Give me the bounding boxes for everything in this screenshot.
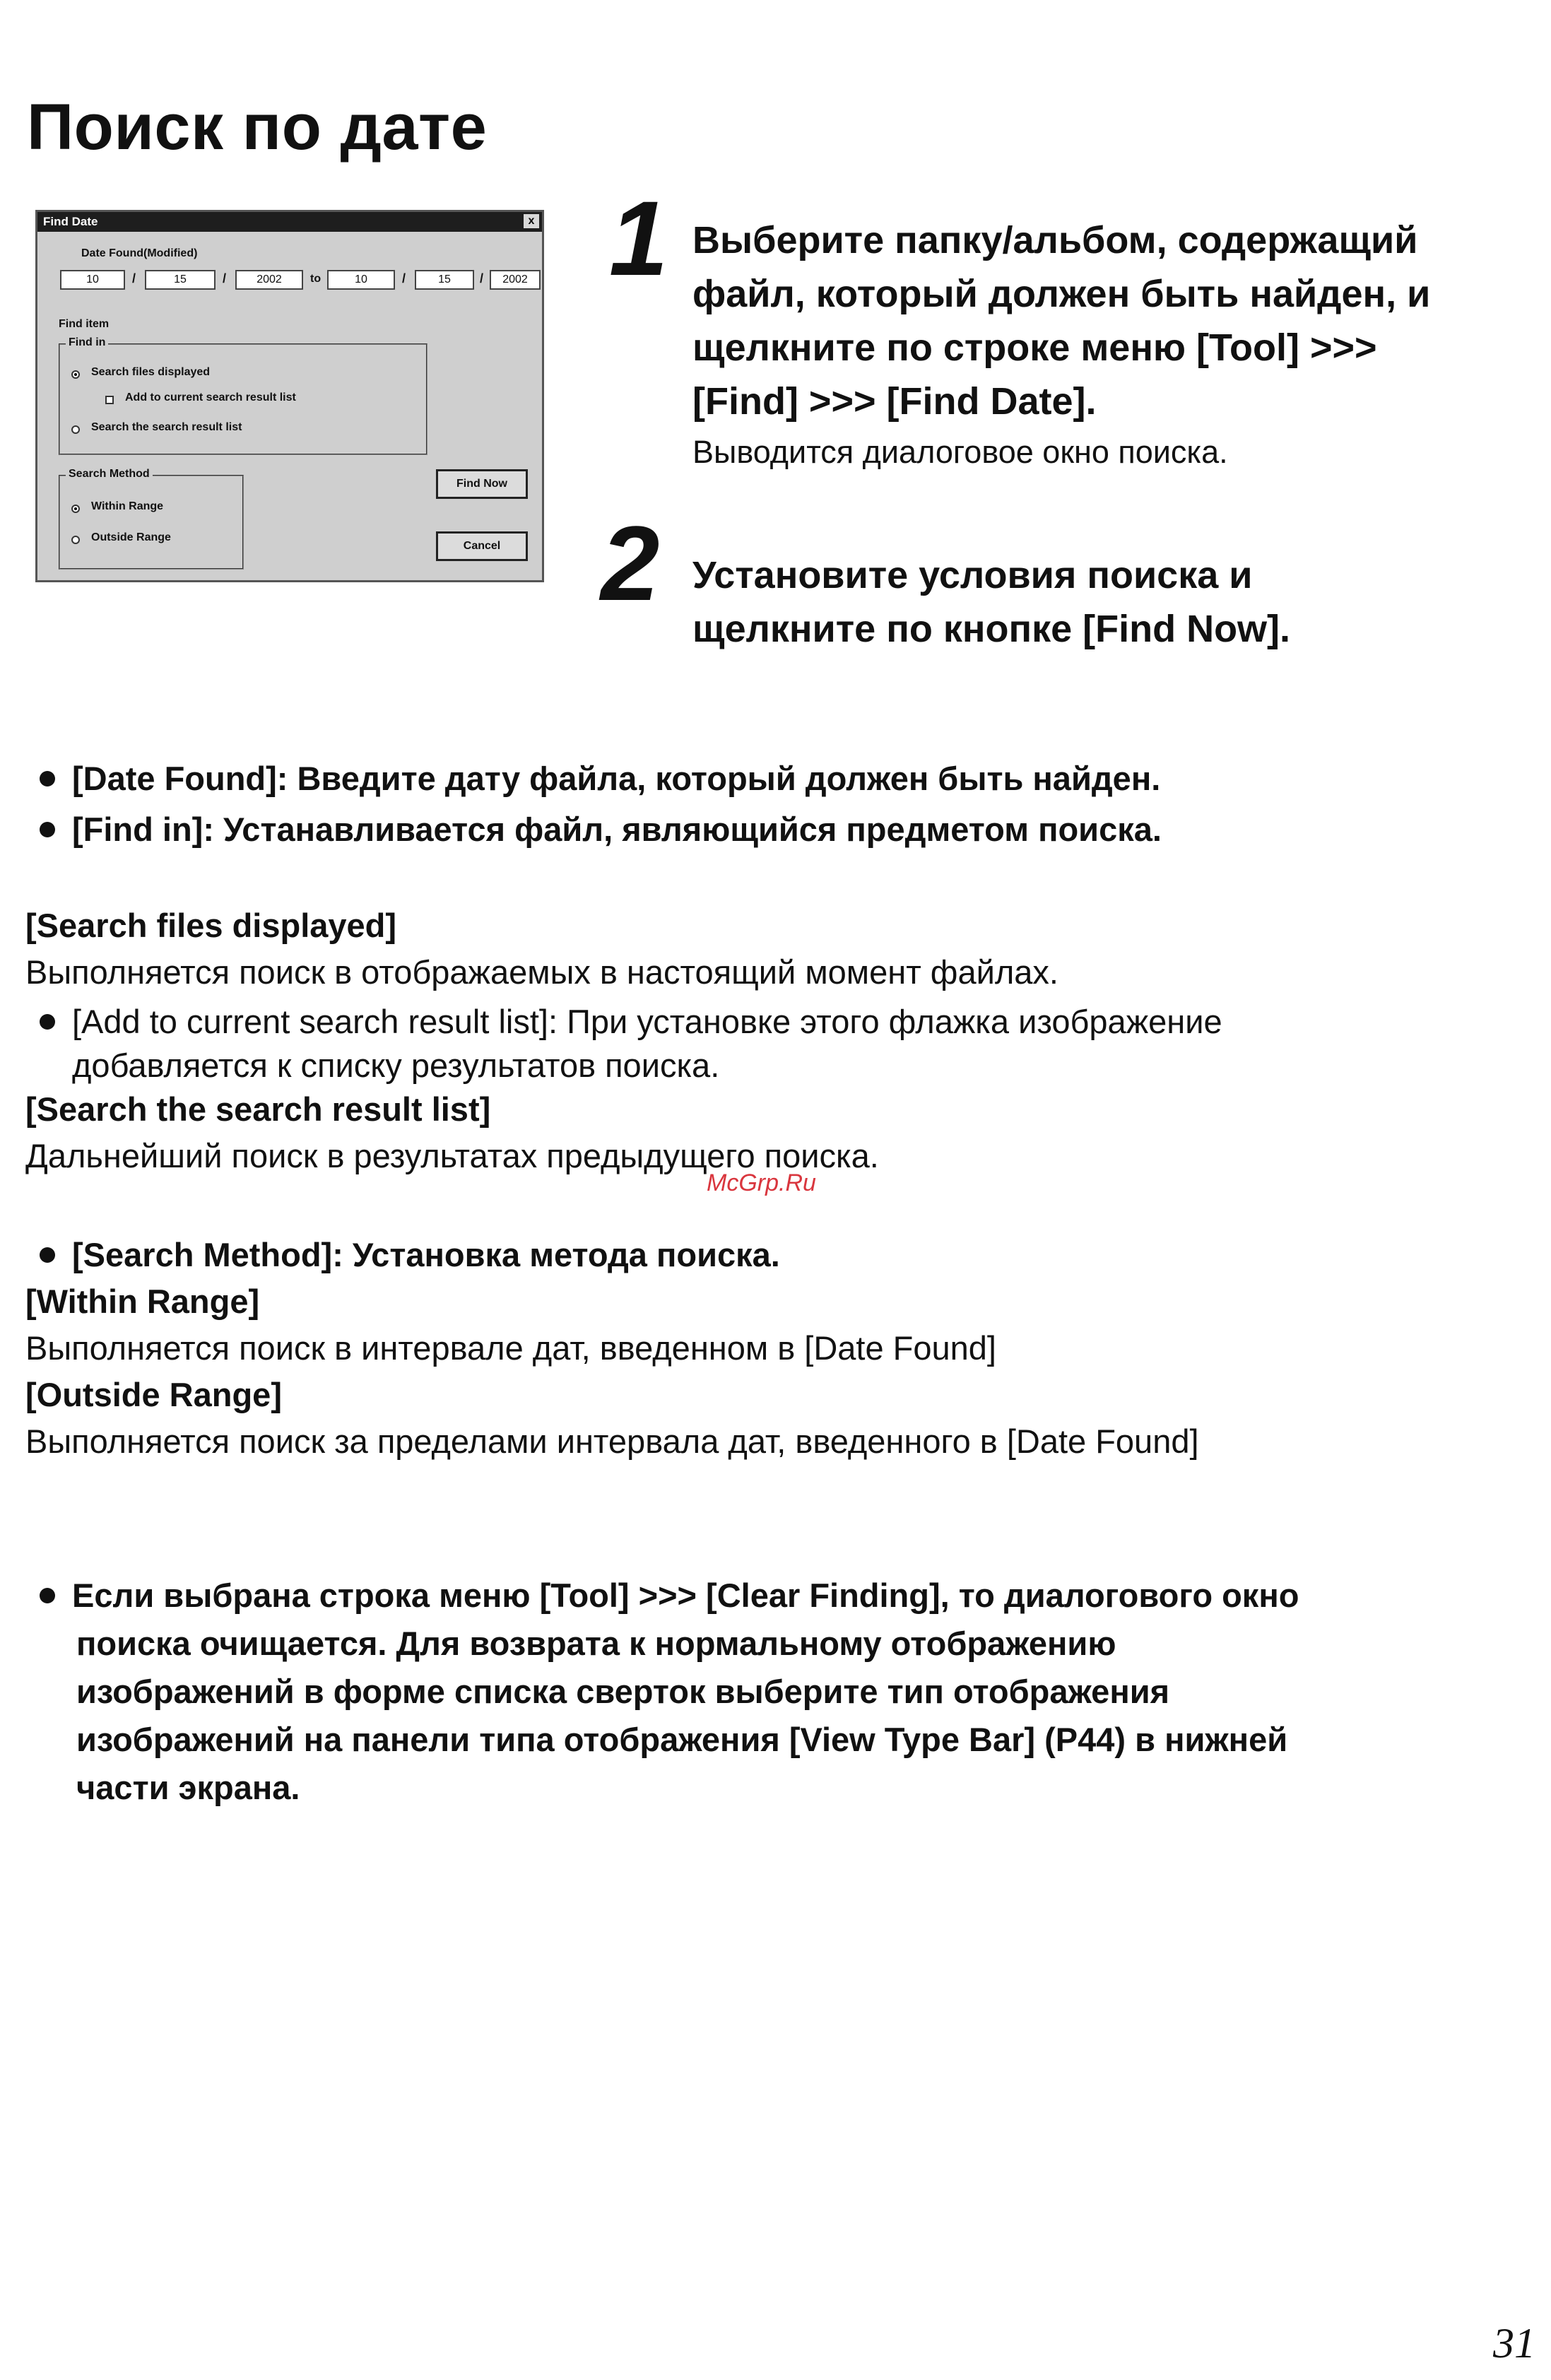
text-outside-range: Выполняется поиск за пределами интервала дат, введенного в [Date Found] [25,1422,1199,1460]
search-result-label: Search the search result list [91,421,242,433]
date-separator: / [402,271,406,285]
outside-range-radio[interactable] [71,536,80,544]
step-2-number: 2 [601,504,660,623]
dialog-title: Find Date [43,215,98,228]
search-method-label: Search Method [66,468,153,481]
date-separator: / [132,271,136,285]
page-number: 31 [1493,2320,1535,2367]
step-1-line: файл, который должен быть найден, и [692,273,1431,315]
bullet-icon [40,1247,55,1263]
bullet-icon [40,1014,55,1030]
step-1-line: [Find] >>> [Find Date]. [692,380,1097,423]
cancel-button[interactable]: Cancel [436,531,528,561]
heading-search-result: [Search the search result list] [25,1090,491,1128]
note-line: поиска очищается. Для возврата к нормальному отображению [76,1625,1116,1662]
date-separator: / [480,271,484,285]
bullet-find-in: [Find in]: Устанавливается файл, являющийся предметом поиска. [40,804,1162,855]
bullet-search-method: [Search Method]: Установка метода поиска. [40,1230,780,1280]
text-search-displayed: Выполняется поиск в отображаемых в настоящий момент файлах. [25,953,1058,991]
step-1-line: Выберите папку/альбом, содержащий [692,219,1418,261]
bullet-date-found: [Date Found]: Введите дату файла, который должен быть найден. [40,753,1160,804]
step-2-line: Установите условия поиска и [692,554,1253,596]
note-line: части экрана. [76,1769,300,1806]
search-displayed-label: Search files displayed [91,366,211,378]
watermark: McGrp.Ru [707,1170,816,1196]
text-add-to-list-cont: добавляется к списку результатов поиска. [72,1047,720,1084]
from-month-field[interactable]: 10 [60,270,125,290]
dialog-titlebar [37,212,542,232]
to-year-field[interactable]: 2002 [490,270,541,290]
date-found-label: Date Found(Modified) [81,247,198,259]
heading-within-range: [Within Range] [25,1283,260,1320]
search-result-radio[interactable] [71,425,80,434]
within-range-label: Within Range [91,500,164,512]
page-title: Поиск по дате [27,91,488,163]
step-1-line: щелкните по строке меню [Tool] >>> [692,326,1377,369]
text-search-result: Дальнейший поиск в результатах предыдущего поиска. [25,1137,879,1174]
step-2-line: щелкните по кнопке [Find Now]. [692,608,1291,650]
bullet-icon [40,822,55,837]
to-month-field[interactable]: 10 [327,270,395,290]
note-line: изображений на панели типа отображения [View Type Bar] (P44) в нижней [76,1721,1288,1758]
from-year-field[interactable]: 2002 [235,270,303,290]
find-item-label: Find item [59,318,110,330]
close-icon[interactable]: x [524,214,539,228]
to-label: to [310,273,322,285]
from-day-field[interactable]: 15 [145,270,216,290]
find-now-button[interactable]: Find Now [436,469,528,499]
find-date-dialog [35,210,544,582]
search-method-group [59,475,244,570]
bullet-icon [40,1588,55,1603]
search-displayed-radio[interactable] [71,370,80,379]
to-day-field[interactable]: 15 [415,270,474,290]
step-1-number: 1 [609,179,668,298]
outside-range-label: Outside Range [91,531,171,543]
within-range-radio[interactable] [71,505,80,513]
step-1-result: Выводится диалоговое окно поиска. [692,434,1228,470]
heading-outside-range: [Outside Range] [25,1376,282,1413]
heading-search-displayed: [Search files displayed] [25,907,397,944]
bullet-add-to-list: [Add to current search result list]: При установке этого флажка изображение [40,998,1222,1046]
find-in-label: Find in [66,336,108,349]
text-within-range: Выполняется поиск в интервале дат, введенном в [Date Found] [25,1329,996,1367]
bullet-icon [40,771,55,787]
add-to-list-checkbox[interactable] [105,396,114,404]
add-to-list-label: Add to current search result list [125,391,296,403]
date-separator: / [223,271,227,285]
note-line: Если выбрана строка меню [Tool] >>> [Clear Finding], то диалогового окно [40,1570,1299,1621]
note-line: изображений в форме списка сверток выберите тип отображения [76,1673,1170,1710]
